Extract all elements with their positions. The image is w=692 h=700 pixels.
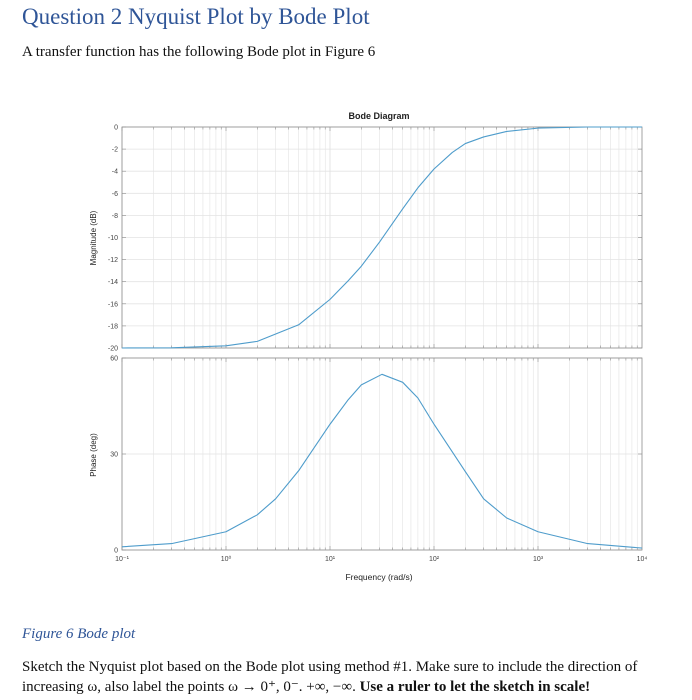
phase-ytick-label: 60	[110, 355, 118, 363]
intro-text: A transfer function has the following Bode plot in Figure 6	[22, 44, 376, 60]
magnitude-ytick-label: -4	[111, 168, 118, 176]
phase-xtick-label: 10⁰	[220, 556, 232, 563]
magnitude-ytick-label: 0	[114, 124, 118, 132]
bode-figure	[80, 105, 660, 590]
task-line-1: Sketch the Nyquist plot based on the Bode plot using method #1. Make sure to include the direction of	[22, 659, 638, 675]
magnitude-ytick-label: -14	[107, 279, 118, 287]
magnitude-ytick-label: -2	[111, 146, 118, 154]
magnitude-axis-label: Magnitude (dB)	[89, 210, 98, 266]
phase-ytick-label: 0	[114, 547, 118, 555]
task-instructions	[22, 657, 690, 697]
magnitude-ytick-label: -12	[107, 257, 118, 265]
phase-ytick-label: 30	[110, 451, 118, 459]
question-title: Question 2 Nyquist Plot by Bode Plot	[22, 4, 370, 29]
magnitude-ytick-label: -20	[107, 345, 118, 353]
phase-panel	[110, 356, 647, 564]
magnitude-ytick-label: -8	[111, 212, 118, 220]
phase-xtick-label: 10¹	[324, 556, 336, 563]
magnitude-ytick-label: -10	[107, 235, 118, 242]
phase-xtick-label: 10⁴	[636, 556, 648, 563]
magnitude-ytick-label: -18	[107, 323, 118, 331]
phase-xtick-label: 10²	[428, 556, 440, 563]
chart-title: Bode Diagram	[348, 111, 410, 121]
figure-caption: Figure 6 Bode plot	[22, 626, 136, 642]
phase-xtick-label: 10⁻¹	[115, 556, 129, 563]
task-line-2: increasing ω, also label the points ω → 0⁺, 0⁻. +∞, −∞.	[22, 679, 356, 695]
phase-axis-label: Phase (deg)	[89, 433, 98, 477]
magnitude-ytick-label: -6	[111, 190, 118, 198]
magnitude-ytick-label: -16	[107, 301, 118, 309]
frequency-axis-label: Frequency (rad/s)	[345, 572, 413, 582]
magnitude-panel	[108, 125, 642, 353]
phase-xtick-label: 10³	[532, 556, 544, 563]
task-emphasis: Use a ruler to let the sketch in scale!	[359, 679, 591, 695]
